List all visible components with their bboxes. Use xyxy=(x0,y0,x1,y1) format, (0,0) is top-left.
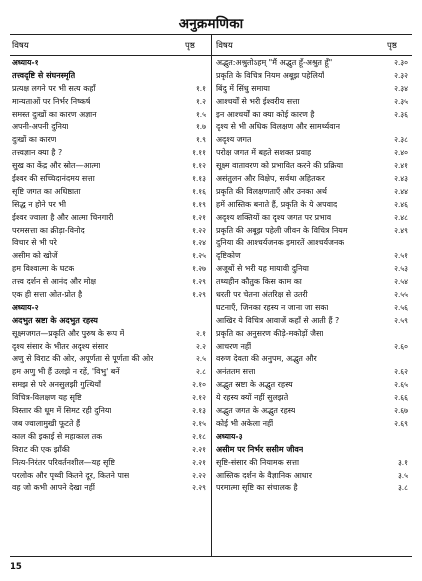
entry-page: १.१३ xyxy=(192,174,206,184)
entry-title: हमें आस्तिक बनाते हैं, प्रकृति के ये अपवाद xyxy=(216,199,338,209)
entry-page: २.५९ xyxy=(394,315,408,325)
entry-page: २.१ xyxy=(195,328,206,338)
entry-title: हम विश्वात्मा के घटक xyxy=(12,264,75,274)
entry-page: २.८ xyxy=(195,367,206,377)
entry-title: दृश्य से भी अधिक विलक्षण और सामर्थ्यवान xyxy=(216,122,341,132)
entry-page: १.२२ xyxy=(192,225,206,235)
toc-entry xyxy=(216,199,410,212)
toc-entry xyxy=(12,457,208,470)
entry-title: दृश्य संसार के भीतर अदृश्य संसार xyxy=(12,341,109,351)
toc-entry xyxy=(216,470,410,483)
page-number: 15 xyxy=(10,562,22,572)
toc-entry xyxy=(216,147,410,160)
toc-entry xyxy=(12,366,208,379)
toc-entry xyxy=(216,186,410,199)
entry-page: २.३८ xyxy=(394,135,408,145)
entry-page: १.९ xyxy=(195,135,206,145)
entry-title: सूक्ष्मजगत—प्रकृति और पुरुष के रूप में xyxy=(12,328,125,338)
entry-title: अनंततम सत्ता xyxy=(216,367,256,377)
entry-page: २.६६ xyxy=(394,393,408,403)
entry-page: १.२५ xyxy=(192,251,206,261)
entry-page: ३.५ xyxy=(397,470,408,480)
toc-entry xyxy=(216,263,410,276)
entry-page: २.४३ xyxy=(394,174,408,184)
entry-title: प्रत्यक्ष लगने पर भी सत्य कहाँ xyxy=(12,83,96,93)
toc-entry xyxy=(12,173,208,186)
entry-title: प्रकृति का अनुसरण कीड़े-मकोड़ों जैसा xyxy=(216,328,324,338)
entry-title: कोई भी अकेला नहीं xyxy=(216,418,274,428)
section-heading xyxy=(12,70,208,83)
entry-title: सृष्टि जगत का अधिष्ठाता xyxy=(12,186,81,196)
entry-page: २.६५ xyxy=(394,380,408,390)
entry-page: २.५ xyxy=(195,354,206,364)
toc-entry xyxy=(216,405,410,418)
toc-entry xyxy=(216,418,410,431)
toc-entry xyxy=(12,237,208,250)
entry-title: हम अणु भी हैं उलझे न रहें, 'विभु' बनें xyxy=(12,367,120,377)
toc-entry xyxy=(12,147,208,160)
entry-title: विराट की एक झाँकी xyxy=(12,444,70,454)
entry-title: सूक्ष्म वातावरण को प्रभावित करने की प्रक्रिया xyxy=(216,161,344,171)
entry-page: १.२ xyxy=(195,96,206,106)
entry-title: परलोक और पृथ्वी कितने दूर, कितने पास xyxy=(12,470,130,480)
entry-title: काल की इकाई से महाकाल तक xyxy=(12,431,103,441)
entry-page: २.४६ xyxy=(394,199,408,209)
toc-entry xyxy=(216,328,410,341)
entry-page: २.४८ xyxy=(394,212,408,222)
entry-title: अणु से विराट की ओर, अपूर्णता से पूर्णता की ओर xyxy=(12,354,154,364)
entry-page: २.४९ xyxy=(394,225,408,235)
left-contents-column xyxy=(12,57,208,495)
toc-entry xyxy=(216,482,410,495)
entry-page: २.५४ xyxy=(394,277,408,287)
toc-entry xyxy=(12,470,208,483)
entry-title: अध्याय-३ xyxy=(216,431,243,441)
entry-title: सृष्टि-संसार की नियामक सत्ता xyxy=(216,457,300,467)
toc-entry xyxy=(12,134,208,147)
toc-entry xyxy=(216,57,410,70)
toc-entry xyxy=(12,212,208,225)
entry-title: तथ्यहीन कौतुक किस काम का xyxy=(216,277,302,287)
toc-entry xyxy=(216,366,410,379)
entry-title: ईश्वर ज्वाला है और आत्मा चिनगारी xyxy=(12,212,114,222)
entry-page: २.१२ xyxy=(192,393,206,403)
entry-page: २.४१ xyxy=(394,161,408,171)
entry-title: ईश्वर की सच्चिदानंदमय सत्ता xyxy=(12,174,95,184)
toc-entry xyxy=(12,199,208,212)
toc-entry xyxy=(216,392,410,405)
toc-entry xyxy=(12,392,208,405)
toc-entry xyxy=(12,444,208,457)
toc-entry xyxy=(12,83,208,96)
bottom-rule xyxy=(10,556,412,557)
entry-page: २.१५ xyxy=(192,418,206,428)
chapter-heading xyxy=(216,431,410,444)
toc-entry xyxy=(12,109,208,122)
toc-entry xyxy=(12,225,208,238)
entry-title: तत्त्वदृष्टि से संघनस्मृति xyxy=(12,70,76,80)
entry-page: ३.८ xyxy=(397,483,408,493)
toc-entry xyxy=(216,276,410,289)
toc-entry xyxy=(216,160,410,173)
entry-title: ये रहस्य क्यों नहीं सुलझते xyxy=(216,393,289,403)
entry-title: तत्त्व दर्शन से आनंद और मोक्ष xyxy=(12,277,97,287)
entry-title: असीम पर निर्भर ससीम जीवन xyxy=(216,444,304,454)
entry-page: १.२९ xyxy=(192,277,206,287)
toc-entry xyxy=(12,276,208,289)
entry-page: १.१२ xyxy=(192,161,206,171)
toc-entry xyxy=(12,263,208,276)
entry-page: २.६२ xyxy=(394,367,408,377)
entry-title: आचरण नहीं xyxy=(216,341,252,351)
entry-page: १.५ xyxy=(195,109,206,119)
toc-entry xyxy=(12,186,208,199)
entry-page: १.१६ xyxy=(192,186,206,196)
toc-entry xyxy=(12,121,208,134)
entry-page: २.३५ xyxy=(394,96,408,106)
toc-entry xyxy=(12,96,208,109)
entry-page: २.१३ xyxy=(192,406,206,416)
toc-entry xyxy=(216,83,410,96)
entry-page: २.६७ xyxy=(394,406,408,416)
entry-title: असंतुलन और विक्षेप, सर्वथा अहितकर xyxy=(216,174,325,184)
entry-title: धरती पर चेतना अंतरिक्ष से उतरी xyxy=(216,290,308,300)
toc-entry xyxy=(216,70,410,83)
entry-title: विस्तार की धूम में सिमट रही दुनिया xyxy=(12,406,112,416)
right-topic-header: विषय xyxy=(216,41,233,51)
toc-entry xyxy=(12,482,208,495)
entry-title: अद्भुत:अश्रुतोऽहम् "मैं अद्भुत हूँ-अश्रुत हूँ" xyxy=(216,58,333,67)
entry-page: २.५५ xyxy=(394,290,408,300)
entry-page: २.३६ xyxy=(394,109,408,119)
toc-entry xyxy=(216,315,410,328)
entry-title: सिद्ध न होने पर भी xyxy=(12,199,67,209)
entry-page: १.११ xyxy=(192,148,206,158)
toc-entry xyxy=(216,341,410,354)
entry-title: समस्त दुःखों का कारण अज्ञान xyxy=(12,109,97,119)
entry-title: अद्भुत स्रष्टा के अद्भुत रहस्य xyxy=(216,380,293,390)
entry-title: परमसत्ता का क्रीड़ा-विनोद xyxy=(12,225,85,235)
column-divider xyxy=(211,34,212,556)
entry-title: इन आश्चर्यों का क्या कोई कारण है xyxy=(216,109,315,119)
entry-title: अदृश्य शक्तियों का दृश्य जगत पर प्रभाव xyxy=(216,212,332,222)
entry-page: २.३४ xyxy=(394,83,408,93)
entry-title: अदभुत स्रष्टा के अदभुत रहस्य xyxy=(12,315,98,325)
entry-title: अध्याय-१ xyxy=(12,58,39,67)
toc-entry xyxy=(216,302,410,315)
entry-title: बिंदु में सिंधु समाया xyxy=(216,83,270,93)
toc-entry xyxy=(216,173,410,186)
section-heading xyxy=(216,444,410,457)
entry-page: २.२२ xyxy=(192,470,206,480)
entry-title: तत्त्वज्ञान क्या है ? xyxy=(12,148,63,158)
left-page-header: पृष्ठ xyxy=(185,41,195,51)
entry-page: २.२१ xyxy=(192,457,206,467)
entry-title: जब ज्वालामुखी फूटते हैं xyxy=(12,418,81,428)
entry-page: २.३० xyxy=(394,58,408,67)
entry-title: अध्याय-२ xyxy=(12,302,39,312)
entry-title: परमात्मा सृष्टि का संचालक है xyxy=(216,483,298,493)
toc-entry xyxy=(216,237,410,250)
entry-page: १.२४ xyxy=(192,238,206,248)
section-heading xyxy=(12,315,208,328)
entry-page: २.४० xyxy=(394,148,408,158)
entry-title: विचित्र-विलक्षण यह सृष्टि xyxy=(12,393,82,403)
toc-entry xyxy=(12,418,208,431)
entry-page: १.२९ xyxy=(192,290,206,300)
entry-page: २.२९ xyxy=(192,483,206,493)
toc-entry xyxy=(12,379,208,392)
entry-title: सुख का केंद्र और स्रोत—आत्मा xyxy=(12,161,101,171)
entry-title: घटनाएँ, जिनका रहस्य न जाना जा सका xyxy=(216,302,329,312)
entry-title: आस्तिक दर्शन के वैज्ञानिक आधार xyxy=(216,470,312,480)
entry-title: दुःखों का कारण xyxy=(12,135,57,145)
left-topic-header: विषय xyxy=(12,41,29,51)
toc-entry xyxy=(216,379,410,392)
entry-page: २.६९ xyxy=(394,418,408,428)
entry-page: २.४४ xyxy=(394,186,408,196)
right-contents-column xyxy=(216,57,410,495)
entry-title: दृष्टिकोण xyxy=(216,251,241,261)
toc-entry xyxy=(12,353,208,366)
entry-page: १.१ xyxy=(195,83,206,93)
entry-title: परोक्ष जगत में बहते सशक्त प्रवाह xyxy=(216,148,312,158)
entry-page: १.२७ xyxy=(192,264,206,274)
entry-title: नित्य-निरंतर परिवर्तनशील—यह सृष्टि xyxy=(12,457,115,467)
toc-entry xyxy=(216,457,410,470)
entry-title: आखिर ये विचित्र आवाजें कहाँ से आती हैं ? xyxy=(216,315,340,325)
entry-page: १.२१ xyxy=(192,212,206,222)
entry-title: विचार से भी परे xyxy=(12,238,57,248)
entry-page: २.५६ xyxy=(394,302,408,312)
toc-entry xyxy=(216,109,410,122)
toc-entry xyxy=(12,431,208,444)
entry-title: अद्भुत जगत के अद्भुत रहस्य xyxy=(216,406,296,416)
entry-page: २.१८ xyxy=(192,431,206,441)
entry-title: प्रकृति की विलक्षणताएँ और उनका अर्थ xyxy=(216,186,327,196)
entry-page: २.६० xyxy=(394,341,408,351)
toc-entry xyxy=(216,134,410,147)
entry-title: अदृश्य जगत xyxy=(216,135,252,145)
toc-entry xyxy=(12,160,208,173)
entry-title: वरुण देवता की अनुपम, अद्भुत और xyxy=(216,354,317,364)
toc-entry xyxy=(216,353,410,366)
toc-entry xyxy=(12,328,208,341)
toc-entry xyxy=(216,96,410,109)
entry-title: प्रकृति की अबूझ पहेली जीवन के विचित्र नियम xyxy=(216,225,348,235)
entry-title: प्रकृति के विचित्र नियम अबूझ पहेलियाँ xyxy=(216,70,325,80)
toc-entry xyxy=(12,341,208,354)
entry-title: वह जो कभी आपने देखा नहीं xyxy=(12,483,95,493)
toc-entry xyxy=(216,289,410,302)
entry-page: २.५१ xyxy=(394,251,408,261)
entry-page: २.२१ xyxy=(192,444,206,454)
entry-title: असीम को खोजें xyxy=(12,251,58,261)
toc-entry xyxy=(12,289,208,302)
entry-title: एक ही सत्ता ओत-प्रोत है xyxy=(12,290,83,300)
toc-entry xyxy=(216,250,410,263)
toc-entry xyxy=(216,212,410,225)
toc-entry xyxy=(12,250,208,263)
entry-page: २.१० xyxy=(192,380,206,390)
page-title: अनुक्रमणिका xyxy=(178,16,244,32)
entry-page: २.२ xyxy=(195,341,206,351)
entry-page: २.३२ xyxy=(394,70,408,80)
entry-title: अजूबों से भरी यह मायावी दुनिया xyxy=(216,264,309,274)
chapter-heading xyxy=(12,302,208,315)
toc-entry xyxy=(216,121,410,134)
entry-page: ३.१ xyxy=(397,457,408,467)
right-page-header: पृष्ठ xyxy=(387,41,397,51)
entry-page: २.५३ xyxy=(394,264,408,274)
entry-page: १.१९ xyxy=(192,199,206,209)
entry-title: अपनी-अपनी दुनिया xyxy=(12,122,69,132)
entry-title: समझ से परे अनसुलझी गुत्थियाँ xyxy=(12,380,101,390)
chapter-heading xyxy=(12,57,208,70)
entry-page: १.७ xyxy=(195,122,206,132)
entry-title: आश्चर्यों से भरी ईश्वरीय सत्ता xyxy=(216,96,300,106)
toc-entry xyxy=(216,225,410,238)
entry-title: मान्यताओं पर निर्भर निष्कर्ष xyxy=(12,96,91,106)
entry-title: दुनिया की आश्चर्यजनक इमारतें आश्चर्यजनक xyxy=(216,238,345,248)
toc-entry xyxy=(12,405,208,418)
